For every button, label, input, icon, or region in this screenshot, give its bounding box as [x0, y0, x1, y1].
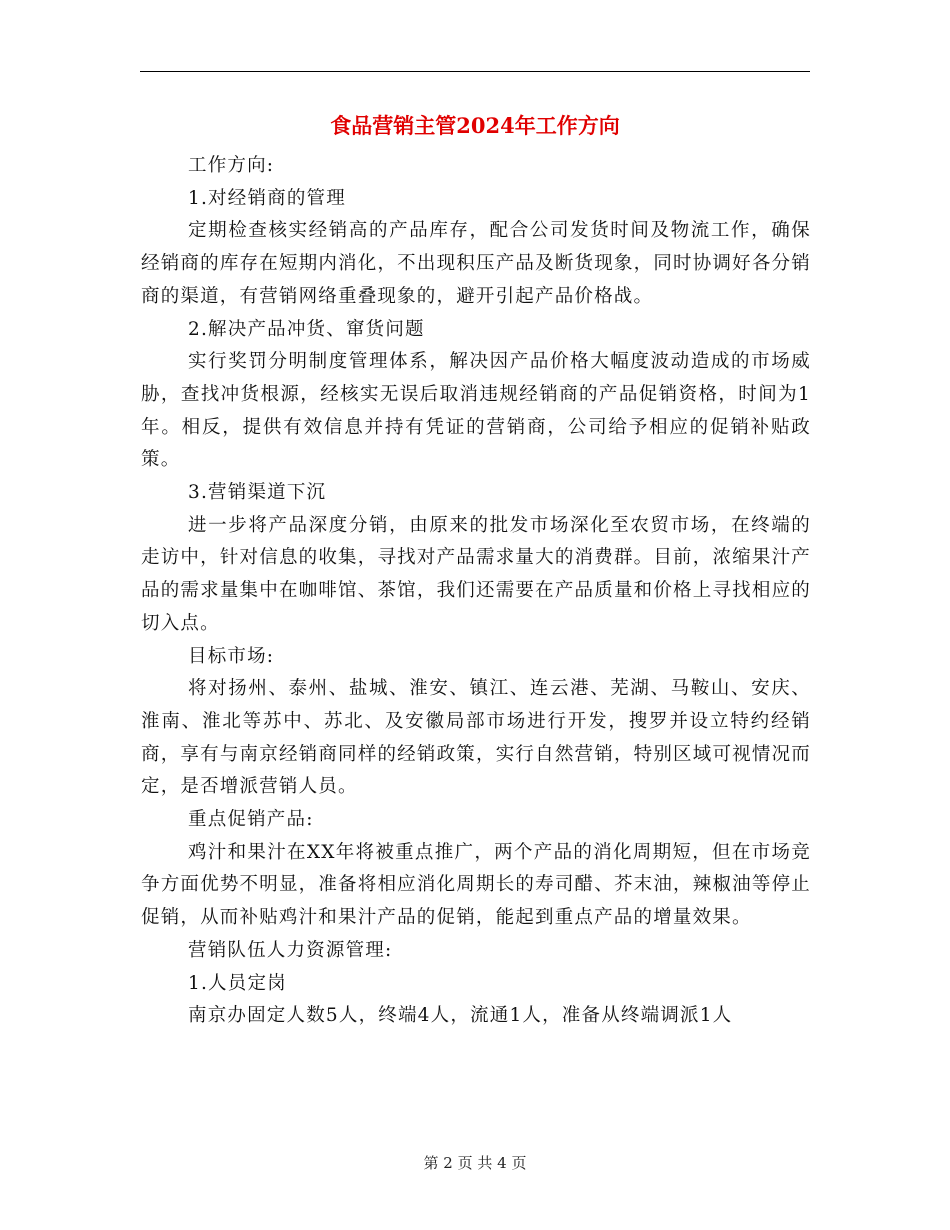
paragraph: 实行奖罚分明制度管理体系，解决因产品价格大幅度波动造成的市场威胁，查找冲货根源，经核实无误后取消违规经销商的产品促销资格，时间为1年。相反，提供有效信息并持有凭证的营销商，公司给予相应的促销补贴政策。	[141, 351, 811, 471]
document-title: 食品营销主管2024年工作方向	[330, 113, 620, 138]
paragraph: 鸡汁和果汁在XX年将被重点推广，两个产品的消化周期短，但在市场竞争方面优势不明显，准备将相应消化周期长的寿司醋、芥末油，辣椒油等停止促销，从而补贴鸡汁和果汁产品的促销，能起到重点产品的增量效果。	[141, 841, 811, 929]
section-heading: 1.人员定岗	[188, 972, 287, 994]
section-heading: 2.解决产品冲货、窜货问题	[188, 318, 425, 340]
section-heading: 营销队伍人力资源管理:	[188, 939, 393, 961]
paragraph: 工作方向:	[188, 155, 275, 176]
paragraph: 定期检查核实经销高的产品库存，配合公司发货时间及物流工作，确保经销商的库存在短期内消化，不出现积压产品及断货现象，同时协调好各分销商的渠道，有营销网络重叠现象的，避开引起产品价格战。	[141, 220, 811, 307]
document-body	[141, 150, 811, 1033]
header-rule	[140, 71, 810, 72]
paragraph: 进一步将产品深度分销，由原来的批发市场深化至农贸市场，在终端的走访中，针对信息的收集，寻找对产品需求量大的消费群。目前，浓缩果汁产品的需求量集中在咖啡馆、茶馆，我们还需要在产品质量和价格上寻找相应的切入点。	[141, 514, 811, 634]
page-footer	[0, 1152, 950, 1173]
section-heading: 重点促销产品:	[188, 809, 314, 831]
section-heading: 1.对经销商的管理	[188, 187, 346, 209]
page-number: 第 2 页 共 4 页	[423, 1154, 527, 1172]
section-heading: 3.营销渠道下沉	[188, 482, 327, 504]
section-heading: 目标市场:	[188, 645, 275, 667]
paragraph: 将对扬州、泰州、盐城、淮安、镇江、连云港、芜湖、马鞍山、安庆、淮南、淮北等苏中、苏北、及安徽局部市场进行开发，搜罗并设立特约经销商，享有与南京经销商同样的经销政策，实行自然营销，特别区域可视情况而定，是否增派营销人员。	[141, 678, 811, 798]
paragraph: 南京办固定人数5人，终端4人，流通1人，准备从终端调派1人	[188, 1005, 733, 1027]
